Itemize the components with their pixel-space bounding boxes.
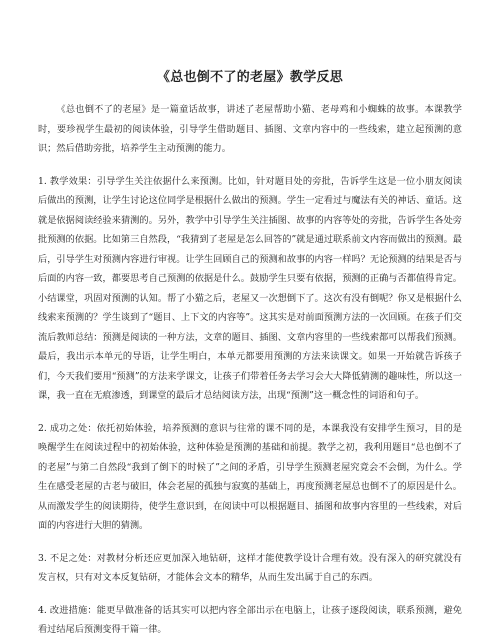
success-paragraph: 2. 成功之处：依托初始体验，培养预测的意识与往常的课不同的是，本课我没有安排学生预习，目的是唤醒学生在阅读过程中的初始体验，这种体验是预测的基础和前提。教学之初，我利用题目“总也倒不了的老屋”与第二自然段“我到了倒下的时候了”之间的矛盾，引导学生预测老屋究竟会不会倒，为什么。学生在感受老屋的古老与破旧，体会老屋的孤独与寂寞的基础上，再度预测老屋总也倒不了的原因是什么。从而激发学生的阅读期待，使学生意识到，在阅读中可以根据题目、插图和故事内容里的一些线索，对后面的内容进行大胆的猜测。 (38, 422, 462, 531)
intro-paragraph: 《总也倒不了的老屋》是一篇童话故事，讲述了老屋帮助小猫、老母鸡和小蜘蛛的故事。本课教学时，要珍视学生最初的阅读体验，引导学生借助题目、插图、文章内容中的一些线索，建立起预测的意识；然后借助旁批，培养学生主动预测的能力。 (38, 104, 462, 154)
shortcoming-paragraph: 3. 不足之处：对教材分析还应更加深入地钻研，这样才能使教学设计合理有效。没有深入的研究就没有发言权，只有对文本反复钻研，才能体会文本的精华，从而生发出属于自己的东西。 (38, 552, 462, 583)
document-title: 《总也倒不了的老屋》教学反思 (156, 70, 344, 85)
improvement-paragraph: 4. 改进措施：能更早做准备的话其实可以把内容全部出示在电脑上，让孩子逐段阅读，联系预测，避免看过结尾后预测变得干篇一律。 (38, 604, 462, 635)
teaching-effect-paragraph: 1. 教学效果：引导学生关注依据什么来预测。比如，针对题目处的旁批，告诉学生这是一位小朋友阅读后做出的预测，让学生讨论这位同学是根据什么做出的预测。学生一定看过与魔法有关的神话、童话。这就是依据阅读经验来猜测的。另外，教学中引导学生关注插图、故事的内容等处的旁批，告诉学生各处旁批预测的依据。比如第三自然段，“我猜到了老屋是怎么回答的”就是通过联系前文内容而做出的预测。最后，引导学生对预测内容进行审视。让学生回顾自己的预测和故事的内容一样吗？无论预测的结果是否与后面的内容一致，都要思考自己预测的依据是什么。鼓励学生只要有依据，预测的正确与否都值得肯定。小结课堂，巩固对预测的认知。帮了小猫之后，老屋又一次想倒下了。这次有没有倒呢？你又是根据什么线索来预测的？学生谈到了“题目、上下文的内容等”。这其实是对前面预测方法的一次回顾。在孩子们交流后教师总结：预测是阅读的一种方法，文章的题目、插图、文章内容里的一些线索都可以帮我们预测。最后，我出示本单元的导语，让学生明白，本单元都要用预测的方法来读课文。如果一开始就告诉孩子们，今天我们要用“预测”的方法来学课文，让孩子们带着任务去学习会大大降低猜测的趣味性，所以这一课，我一直在无痕渗透，到课堂的最后才总结阅读方法，出现“预测”这一概念性的词语和句子。 (38, 175, 462, 401)
